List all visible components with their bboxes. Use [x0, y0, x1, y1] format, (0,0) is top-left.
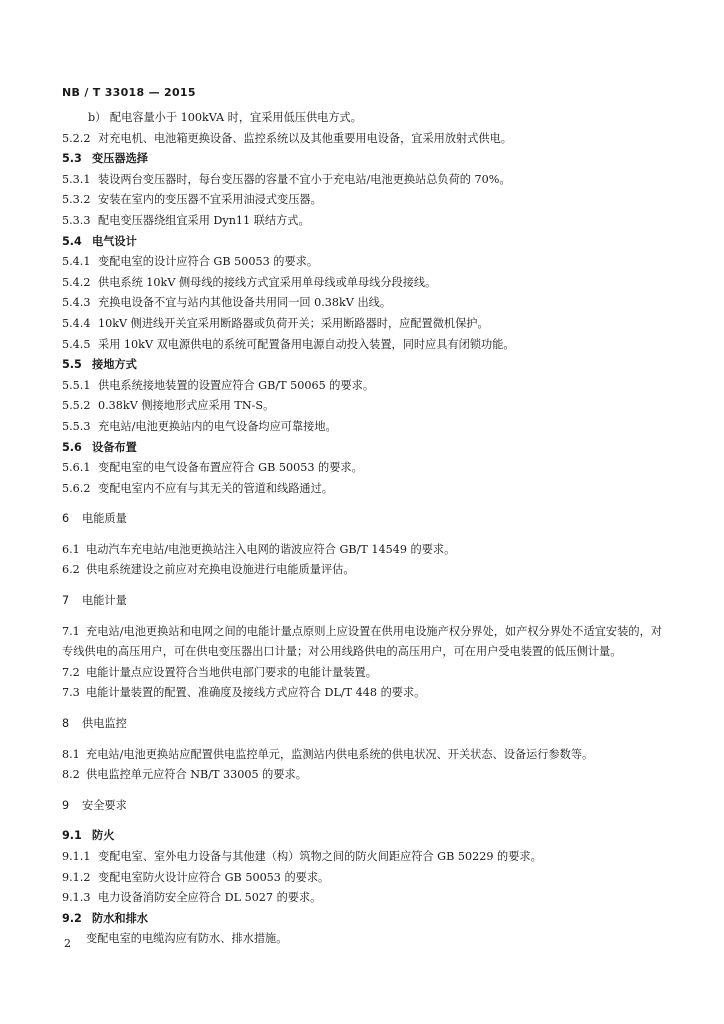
clause-number: 5.4.2	[62, 275, 91, 289]
clause-text: 变配电室防火设计应符合 GB 50053 的要求。	[98, 870, 330, 884]
section-number: 5.3	[62, 152, 82, 166]
clause	[62, 252, 662, 273]
clause-text: 安装在室内的变压器不宜采用油浸式变压器。	[98, 193, 322, 207]
document-body	[62, 108, 662, 950]
clause-text: 10kV 侧进线开关宜采用断路器或负荷开关；采用断路器时，应配置微机保护。	[98, 316, 489, 330]
clause-number: 5.5.1	[62, 378, 91, 392]
clause	[62, 129, 662, 150]
clause-number: 9.1.1	[62, 850, 91, 863]
clause-text: 充电站/电池更换站应配置供电监控单元，监测站内供电系统的供电状况、开关状态、设备运行参数等。	[86, 747, 594, 761]
clause-text: 供电监控单元应符合 NB/T 33005 的要求。	[86, 768, 307, 782]
clause	[62, 458, 662, 479]
clause-text: 充电站/电池更换站和电网之间的电能计量点原则上应设置在供用电设施产权分界处，如产权分界处不适宜安装的，对专线供电的高压用户，可在供电变压器出口计量；对公用线路供电的高压用户，可在用户受电装置的低压侧计量。	[62, 624, 662, 659]
clause	[62, 560, 662, 581]
clause-number: 9.1.2	[62, 870, 91, 884]
clause-number: 7.2	[62, 665, 80, 679]
section-heading	[62, 438, 662, 459]
section-title: 防水和排水	[92, 911, 148, 925]
clause-text: 供电系统 10kV 侧母线的接线方式宜采用单母线或单母线分段接线。	[98, 275, 437, 289]
clause-text: 变配电室的电气设备布置应符合 GB 50053 的要求。	[98, 461, 363, 475]
clause	[62, 540, 662, 561]
section-heading	[62, 909, 662, 930]
paragraph-text: 变配电室的电缆沟应有防水、排水措施。	[86, 932, 288, 946]
clause-text: 变配电室内不应有与其无关的管道和线路通过。	[98, 481, 333, 495]
section-title: 设备布置	[92, 440, 137, 454]
chapter-title: 电能计量	[82, 594, 127, 608]
clause-number: 5.3.3	[62, 213, 91, 227]
section-number: 5.4	[62, 234, 82, 248]
section-number: 5.6	[62, 440, 82, 454]
clause	[62, 314, 662, 335]
clause	[62, 888, 662, 909]
clause	[62, 190, 662, 211]
clause-number: 7.1	[62, 624, 80, 638]
chapter-number: 7	[62, 594, 70, 608]
standard-header: NB / T 33018 — 2015	[62, 86, 196, 99]
clause-number: 8.1	[62, 747, 80, 761]
clause-number: 6.1	[62, 542, 80, 556]
clause-text: 充换电设备不宜与站内其他设备共用同一回 0.38kV 出线。	[98, 296, 392, 310]
clause-text: 装设两台变压器时，每台变压器的容量不宜小于充电站/电池更换站总负荷的 70%。	[98, 172, 511, 186]
clause	[62, 273, 662, 294]
clause-text: 供电系统建设之前应对充换电设施进行电能质量评估。	[86, 563, 355, 577]
clause	[62, 683, 662, 704]
section-title: 接地方式	[92, 358, 137, 372]
clause-number: 5.5.3	[62, 419, 91, 433]
chapter-number: 6	[62, 512, 70, 526]
clause-text: 对充电机、电池箱更换设备、监控系统以及其他重要用电设备，宜采用放射式供电。	[98, 131, 512, 145]
page-number: 2	[64, 937, 71, 950]
clause-number: 5.4.4	[62, 316, 91, 330]
clause	[62, 170, 662, 191]
chapter-number: 9	[62, 798, 70, 812]
chapter-heading	[62, 509, 662, 530]
section-title: 防火	[92, 829, 115, 843]
section-number: 9.1	[62, 829, 82, 843]
clause	[62, 211, 662, 232]
chapter-heading	[62, 591, 662, 612]
list-item	[62, 108, 662, 129]
clause	[62, 868, 662, 889]
clause-number: 5.6.2	[62, 481, 91, 495]
section-title: 变压器选择	[92, 152, 148, 166]
chapter-heading	[62, 796, 662, 817]
clause-text: 电能计量装置的配置、准确度及接线方式应符合 DL/T 448 的要求。	[86, 686, 426, 700]
clause-number: 5.4.5	[62, 337, 91, 351]
clause-number: 5.4.1	[62, 255, 91, 269]
clause-number: 8.2	[62, 768, 80, 782]
clause	[62, 293, 662, 314]
clause-text: 变配电室、室外电力设备与其他建（构）筑物之间的防火间距应符合 GB 50229 的要求。	[98, 850, 542, 863]
clause-text: 供电系统接地装置的设置应符合 GB/T 50065 的要求。	[98, 378, 375, 392]
clause-number: 5.5.2	[62, 399, 91, 413]
clause-number: 7.3	[62, 686, 80, 700]
clause-number: 5.4.3	[62, 296, 91, 310]
clause	[62, 663, 662, 684]
clause	[62, 376, 662, 397]
clause	[62, 622, 662, 663]
section-number: 9.2	[62, 911, 82, 925]
clause	[62, 847, 662, 868]
clause-text: 电动汽车充电站/电池更换站注入电网的谐波应符合 GB/T 14549 的要求。	[86, 542, 456, 556]
clause	[62, 745, 662, 766]
clause-number: 6.2	[62, 563, 80, 577]
chapter-title: 电能质量	[82, 512, 127, 526]
chapter-number: 8	[62, 717, 70, 731]
section-number: 5.5	[62, 358, 82, 372]
chapter-title: 供电监控	[82, 717, 127, 731]
clause-text: 充电站/电池更换站内的电气设备均应可靠接地。	[98, 419, 337, 433]
chapter-title: 安全要求	[82, 798, 127, 812]
clause-number: 9.1.3	[62, 891, 91, 905]
chapter-heading	[62, 714, 662, 735]
clause-text: 电力设备消防安全应符合 DL 5027 的要求。	[98, 891, 322, 905]
clause	[62, 479, 662, 500]
clause-number: 5.6.1	[62, 461, 91, 475]
clause-number: 5.3.2	[62, 193, 91, 207]
clause-text: 电能计量点应设置符合当地供电部门要求的电能计量装置。	[86, 665, 377, 679]
clause-number: 5.3.1	[62, 172, 91, 186]
clause	[62, 417, 662, 438]
clause	[62, 765, 662, 786]
paragraph	[62, 929, 662, 950]
clause-number: 5.2.2	[62, 131, 91, 145]
clause	[62, 396, 662, 417]
clause-text: 采用 10kV 双电源供电的系统可配置备用电源自动投入装置，同时应具有闭锁功能。	[98, 337, 515, 351]
clause-text: 变配电室的设计应符合 GB 50053 的要求。	[98, 255, 319, 269]
clause	[62, 335, 662, 356]
list-item-text: b） 配电容量小于 100kVA 时，宜采用低压供电方式。	[88, 111, 362, 124]
section-heading	[62, 232, 662, 253]
clause-text: 0.38kV 侧接地形式应采用 TN-S。	[98, 399, 275, 413]
section-heading	[62, 355, 662, 376]
section-heading	[62, 149, 662, 170]
section-title: 电气设计	[92, 234, 137, 248]
section-heading	[62, 826, 662, 847]
clause-text: 配电变压器绕组宜采用 Dyn11 联结方式。	[98, 213, 310, 227]
